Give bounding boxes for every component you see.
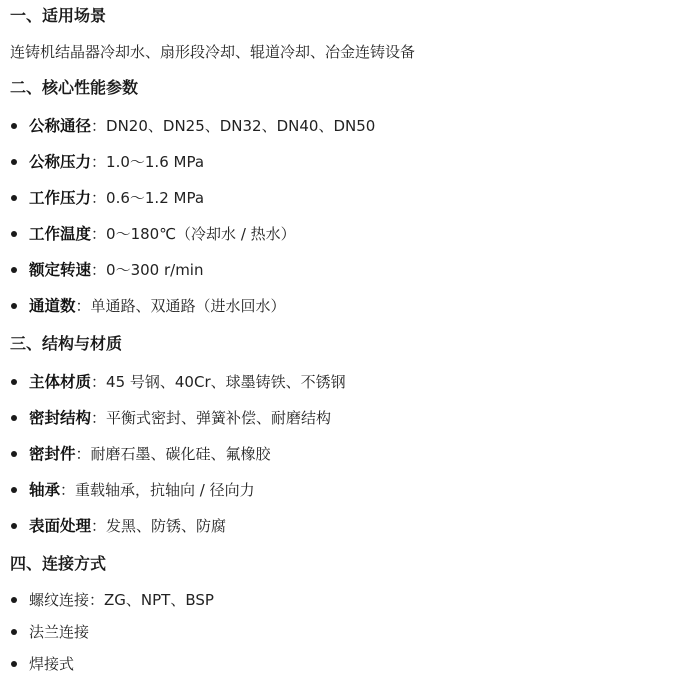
section-heading-parameters: 二、核心性能参数: [10, 78, 139, 97]
item-label: 密封件: [29, 445, 76, 463]
item-label: 密封结构: [29, 409, 92, 427]
section-heading-structure: 三、结构与材质: [10, 334, 123, 353]
item-label: 公称通径: [29, 117, 92, 135]
bullet-icon: [11, 661, 17, 667]
bullet-icon: [11, 523, 17, 529]
item-separator: ：: [91, 153, 107, 171]
list-item: [10, 479, 255, 501]
item-value: 单通路、双通路（进水回水）: [90, 297, 286, 315]
list-item: [10, 223, 296, 245]
item-label: 工作压力: [29, 189, 92, 207]
item-text: 焊接式: [29, 655, 75, 673]
item-value: 1.0～1.6 MPa: [106, 153, 205, 171]
item-label: 轴承: [29, 481, 61, 499]
item-label: 公称压力: [29, 153, 92, 171]
list-item: [10, 407, 331, 429]
bullet-icon: [11, 451, 17, 457]
list-item: [10, 621, 89, 643]
list-item: [10, 187, 204, 209]
bullet-icon: [11, 267, 17, 273]
item-value: 重载轴承，抗轴向 / 径向力: [75, 481, 255, 499]
list-item: [10, 653, 74, 675]
list-item: [10, 589, 214, 611]
item-label: 工作温度: [29, 225, 92, 243]
item-separator: ：: [91, 261, 107, 279]
bullet-icon: [11, 487, 17, 493]
item-separator: ：: [91, 517, 107, 535]
list-item: [10, 259, 203, 281]
item-label: 表面处理: [29, 517, 92, 535]
item-separator: ：: [60, 481, 76, 499]
item-separator: ：: [91, 409, 107, 427]
item-separator: ：: [91, 189, 107, 207]
bullet-icon: [11, 379, 17, 385]
item-separator: ：: [91, 117, 107, 135]
bullet-icon: [11, 195, 17, 201]
section-heading-scenarios: 一、适用场景: [10, 6, 107, 25]
list-item: [10, 151, 204, 173]
item-text: 法兰连接: [29, 623, 90, 641]
item-separator: ：: [91, 225, 107, 243]
list-item: [10, 443, 271, 465]
item-label: 额定转速: [29, 261, 92, 279]
item-value: 发黑、防锈、防腐: [106, 517, 227, 535]
bullet-icon: [11, 159, 17, 165]
bullet-icon: [11, 597, 17, 603]
item-label: 通道数: [29, 297, 76, 315]
list-item: [10, 115, 375, 137]
item-value: 0～180℃（冷却水 / 热水）: [106, 225, 296, 243]
section-heading-connection: 四、连接方式: [10, 554, 107, 573]
item-separator: ：: [75, 297, 91, 315]
item-value: 0～300 r/min: [106, 261, 204, 279]
bullet-icon: [11, 231, 17, 237]
item-value: 平衡式密封、弹簧补偿、耐磨结构: [106, 409, 332, 427]
bullet-icon: [11, 415, 17, 421]
bullet-icon: [11, 123, 17, 129]
bullet-icon: [11, 303, 17, 309]
item-separator: ：: [75, 445, 91, 463]
bullet-icon: [11, 629, 17, 635]
scenarios-text: 连铸机结晶器冷却水、扇形段冷却、辊道冷却、冶金连铸设备: [10, 43, 416, 61]
list-item: [10, 371, 346, 393]
item-value: 45 号钢、40Cr、球墨铸铁、不锈钢: [106, 373, 346, 391]
item-value: 0.6～1.2 MPa: [106, 189, 205, 207]
item-text: 螺纹连接：ZG、NPT、BSP: [29, 591, 214, 609]
item-label: 主体材质: [29, 373, 92, 391]
list-item: [10, 295, 286, 317]
item-separator: ：: [91, 373, 107, 391]
list-item: [10, 515, 226, 537]
item-value: 耐磨石墨、碳化硅、氟橡胶: [90, 445, 271, 463]
item-value: DN20、DN25、DN32、DN40、DN50: [106, 117, 376, 135]
